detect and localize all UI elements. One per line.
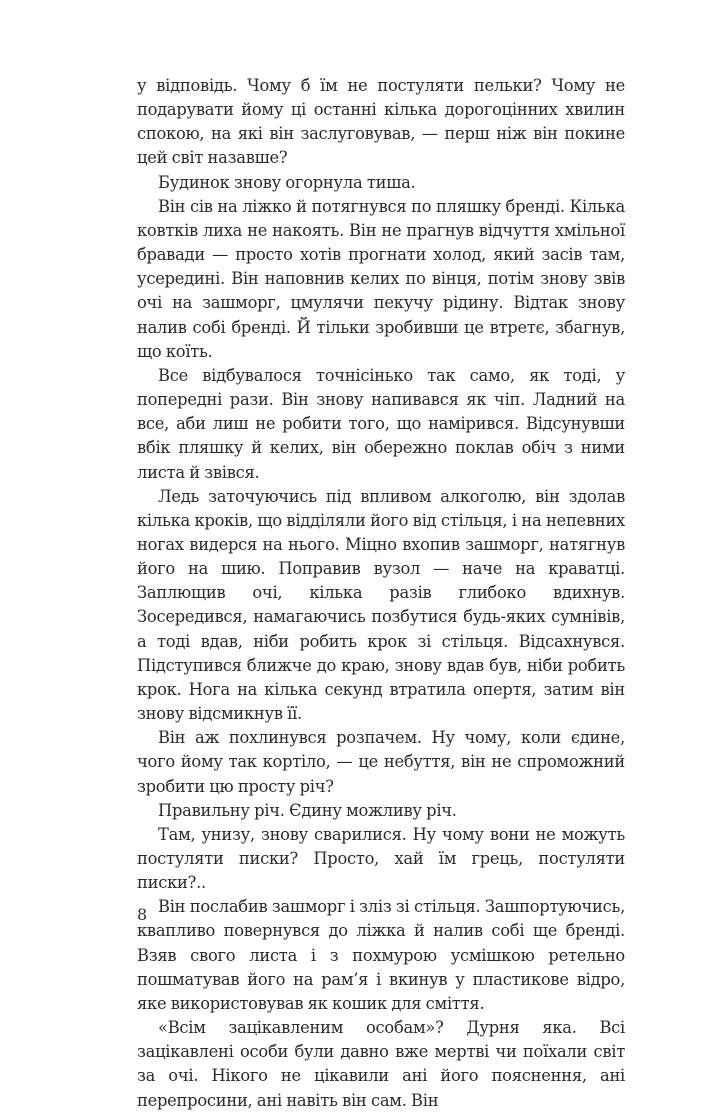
- page-number: 8: [137, 905, 148, 924]
- paragraph-1: у відповідь. Чому б їм не постуляти пельки? Чому не подарувати йому ці останні кілька дорогоцінних хвилин спокою, на які він заслуговував, — перш ніж він покине цей світ назавше?: [137, 76, 625, 168]
- body-text: [137, 74, 625, 1113]
- paragraph-10: «Всім зацікавленим особам»? Дурня яка. Всі зацікавлені особи були давно вже мертві чи поїхали світ за очі. Нікого не цікавили ані його пояснення, ані перепросини, ані навіть він сам. Він: [137, 1018, 625, 1110]
- paragraph-5: Ледь заточуючись під впливом алкоголю, він здолав кілька кроків, що відділяли його від стільця, і на непевних ногах видерся на нього. Міцно вхопив зашморг, натягнув його на шию. Поправив вузол — наче на краватці. Заплющив очі, кілька разів глибоко вдихнув. Зосередився, намагаючись позбутися будь-яких сумнівів, а тоді вдав, ніби робить крок зі стільця. Відсахнувся. Підступився ближче до краю, знову вдав був, ніби робить крок. Нога на кілька секунд втратила опертя, затим він знову відсмикнув її.: [137, 486, 625, 724]
- paragraph-3: Він сів на ліжко й потягнувся по пляшку бренді. Кілька ковтків лиха не накоять. Він не прагнув відчуття хмільної бравади — просто хотів прогнати холод, який засів там, усередині. Він наповнив келих по вінця, потім знову звів очі на зашморг, цмулячи пекучу рідину. Відтак знову налив собі бренді. Й тільки зробивши це втретє, збагнув, що коїть.: [137, 196, 625, 361]
- paragraph-9: Він послабив зашморг і зліз зі стільця. Зашпортуючись, квапливо повернувся до ліжка й налив собі ще бренді. Взяв свого листа і з похмурою усмішкою ретельно пошматував його на рам’я і вкинув у пластикове відро, яке використовував як кошик для сміття.: [137, 897, 625, 1013]
- paragraph-6: Він аж похлинувся розпачем. Ну чому, коли єдине, чого йому так кортіло, — це небуття, він не спроможний зробити цю просту річ?: [137, 728, 625, 796]
- paragraph-8: Там, унизу, знову сварилися. Ну чому вони не можуть постуляти писки? Просто, хай їм грець, постуляти писки?..: [137, 824, 625, 893]
- paragraph-7: Правильну річ. Єдину можливу річ.: [158, 800, 457, 820]
- paragraph-2: Будинок знову огорнула тиша.: [158, 172, 416, 192]
- paragraph-4: Все відбувалося точнісінько так само, як тоді, у попередні рази. Він знову напивався як чіп. Ладний на все, аби лиш не робити того, що намірився. Відсунувши вбік пляшку й келих, він обережно поклав обіч з ними листа й звівся.: [137, 365, 625, 482]
